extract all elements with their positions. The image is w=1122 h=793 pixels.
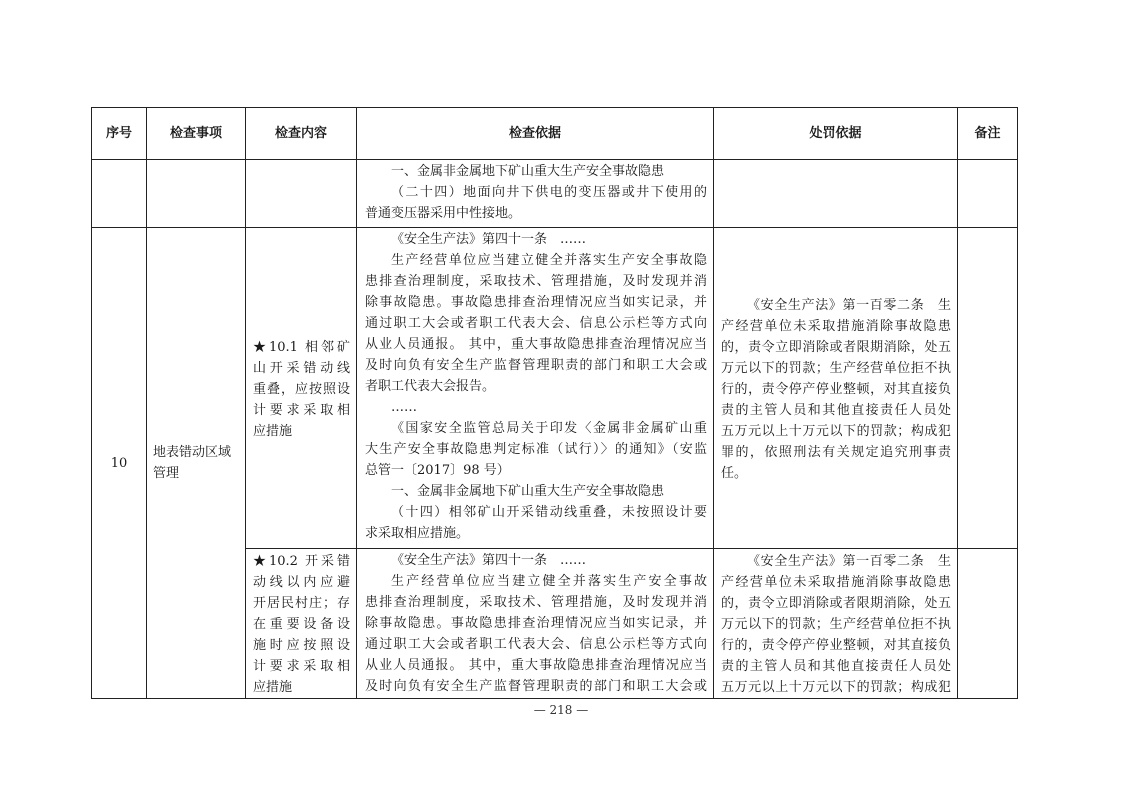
- penalty-line: 《安全生产法》第一百零二条 生: [747, 297, 951, 313]
- penalty-basis-10-1: [714, 228, 958, 549]
- basis-line: （二十四）地面向井下供电的变压器或井下使用的: [391, 185, 707, 200]
- header-content: 检查内容: [246, 108, 357, 160]
- table-header-row: [92, 108, 1018, 160]
- content-line: 应措施: [253, 680, 293, 695]
- cell-item-empty: [147, 160, 246, 228]
- basis-line: 生产经营单位应当建立健全并落实生产安全事故隐: [391, 253, 707, 268]
- penalty-line: 五万元以上十万元以下的罚款；构成犯: [721, 423, 951, 439]
- page-number: — 218 —: [533, 703, 589, 717]
- basis-line: 除事故隐患。事故隐患排查治理情况应当如实记录，并: [365, 295, 707, 310]
- basis-line: 《安全生产法》第四十一条 ……: [391, 232, 587, 247]
- cell-number-empty: [92, 160, 147, 228]
- content-line: ★10.1 相邻矿: [253, 339, 350, 355]
- penalty-line: 的，责令立即消除或者限期消除，处五: [721, 596, 951, 611]
- penalty-line: 的，责令立即消除或者限期消除，处五: [721, 339, 951, 355]
- cell-content-empty: [246, 160, 357, 228]
- table-row-continuation: [92, 160, 1018, 228]
- basis-line: 者职工代表大会报告。: [365, 379, 496, 394]
- inspection-content-10-1: [246, 228, 357, 549]
- penalty-line: 行的，责令停产停业整顿，对其直接负: [721, 638, 951, 653]
- inspection-item: 地表错动区域管理: [147, 228, 246, 699]
- remarks-10-2: [958, 549, 1018, 699]
- basis-line: 及时向负有安全生产监督管理职责的部门和职工大会或: [365, 679, 707, 694]
- content-line: 在重要设备设: [253, 617, 350, 632]
- basis-line: 一、金属非金属地下矿山重大生产安全事故隐患: [391, 484, 665, 499]
- header-remarks: 备注: [958, 108, 1018, 160]
- content-line: 应措施: [253, 423, 293, 439]
- cell-penalty-empty: [714, 160, 958, 228]
- penalty-line: 责的主管人员和其他直接责任人员处: [721, 659, 951, 674]
- content-line: 山开采错动线: [253, 360, 350, 376]
- basis-line: 患排查治理制度，采取技术、管理措施，及时发现并消: [365, 274, 707, 289]
- regulation-table: [91, 107, 1018, 699]
- header-penalty: 处罚依据: [714, 108, 958, 160]
- table-row-10-1: [92, 228, 1018, 549]
- basis-line: 生产经营单位应当建立健全并落实生产安全事故: [391, 574, 707, 589]
- remarks-10-1: [958, 228, 1018, 549]
- cell-remarks-empty: [958, 160, 1018, 228]
- content-line: 计要求采取相: [253, 402, 350, 418]
- basis-line: 通过职工大会或者职工代表大会、信息公示栏等方式向: [365, 316, 707, 331]
- penalty-line: 罪的，依照刑法有关规定追究刑事责: [721, 444, 951, 460]
- penalty-basis-10-2: [714, 549, 958, 699]
- content-line: 重叠，应按照设: [253, 381, 350, 397]
- header-basis: 检查依据: [357, 108, 714, 160]
- inspection-content-10-2: [246, 549, 357, 699]
- basis-line: ……: [391, 400, 417, 415]
- penalty-line: 责的主管人员和其他直接责任人员处: [721, 402, 951, 418]
- basis-line: 总管一〔2017〕98 号）: [365, 463, 510, 478]
- basis-line: 一、金属非金属地下矿山重大生产安全事故隐患: [391, 164, 665, 179]
- content-line: 计要求采取相: [253, 659, 350, 674]
- header-item: 检查事项: [147, 108, 246, 160]
- basis-line: 《国家安全监管总局关于印发〈金属非金属矿山重: [391, 421, 707, 436]
- row-number: 10: [92, 228, 147, 699]
- basis-line: 普通变压器采用中性接地。: [365, 206, 522, 221]
- penalty-line: 《安全生产法》第一百零二条 生: [747, 554, 951, 569]
- penalty-line: 万元以下的罚款；生产经营单位拒不执: [721, 617, 951, 632]
- basis-line: 及时向负有安全生产监督管理职责的部门和职工大会或: [365, 358, 707, 373]
- penalty-line: 产经营单位未采取措施消除事故隐患: [721, 318, 951, 334]
- penalty-line: 万元以下的罚款；生产经营单位拒不执: [721, 360, 951, 376]
- basis-line: 通过职工大会或者职工代表大会、信息公示栏等方式向: [365, 637, 707, 652]
- content-line: 施时应按照设: [253, 638, 350, 653]
- basis-line: 从业人员通报。 其中，重大事故隐患排查治理情况应当: [365, 337, 707, 352]
- basis-line: 患排查治理制度，采取技术、管理措施，及时发现并消: [365, 595, 707, 610]
- header-number: 序号: [92, 108, 147, 160]
- penalty-line: 行的，责令停产停业整顿，对其直接负: [721, 381, 951, 397]
- penalty-line: 五万元以上十万元以下的罚款；构成犯: [721, 680, 951, 695]
- content-line: ★10.2 开采错: [253, 554, 350, 569]
- basis-line: 求采取相应措施。: [365, 526, 470, 541]
- basis-line: 从业人员通报。 其中，重大事故隐患排查治理情况应当: [365, 658, 707, 673]
- basis-line: （十四）相邻矿山开采错动线重叠，未按照设计要: [391, 505, 707, 520]
- basis-line: 除事故隐患。事故隐患排查治理情况应当如实记录，并: [365, 616, 707, 631]
- penalty-line: 任。: [721, 465, 748, 481]
- content-line: 动线以内应避: [253, 575, 350, 590]
- cell-basis-continuation: [357, 160, 714, 228]
- penalty-line: 产经营单位未采取措施消除事故隐患: [721, 575, 951, 590]
- basis-line: 大生产安全事故隐患判定标准（试行）〉的通知》（安监: [365, 442, 707, 457]
- content-line: 开居民村庄；存: [253, 596, 350, 611]
- inspection-basis-10-1: [357, 228, 714, 549]
- basis-line: 《安全生产法》第四十一条 ……: [391, 553, 587, 568]
- inspection-basis-10-2: [357, 549, 714, 699]
